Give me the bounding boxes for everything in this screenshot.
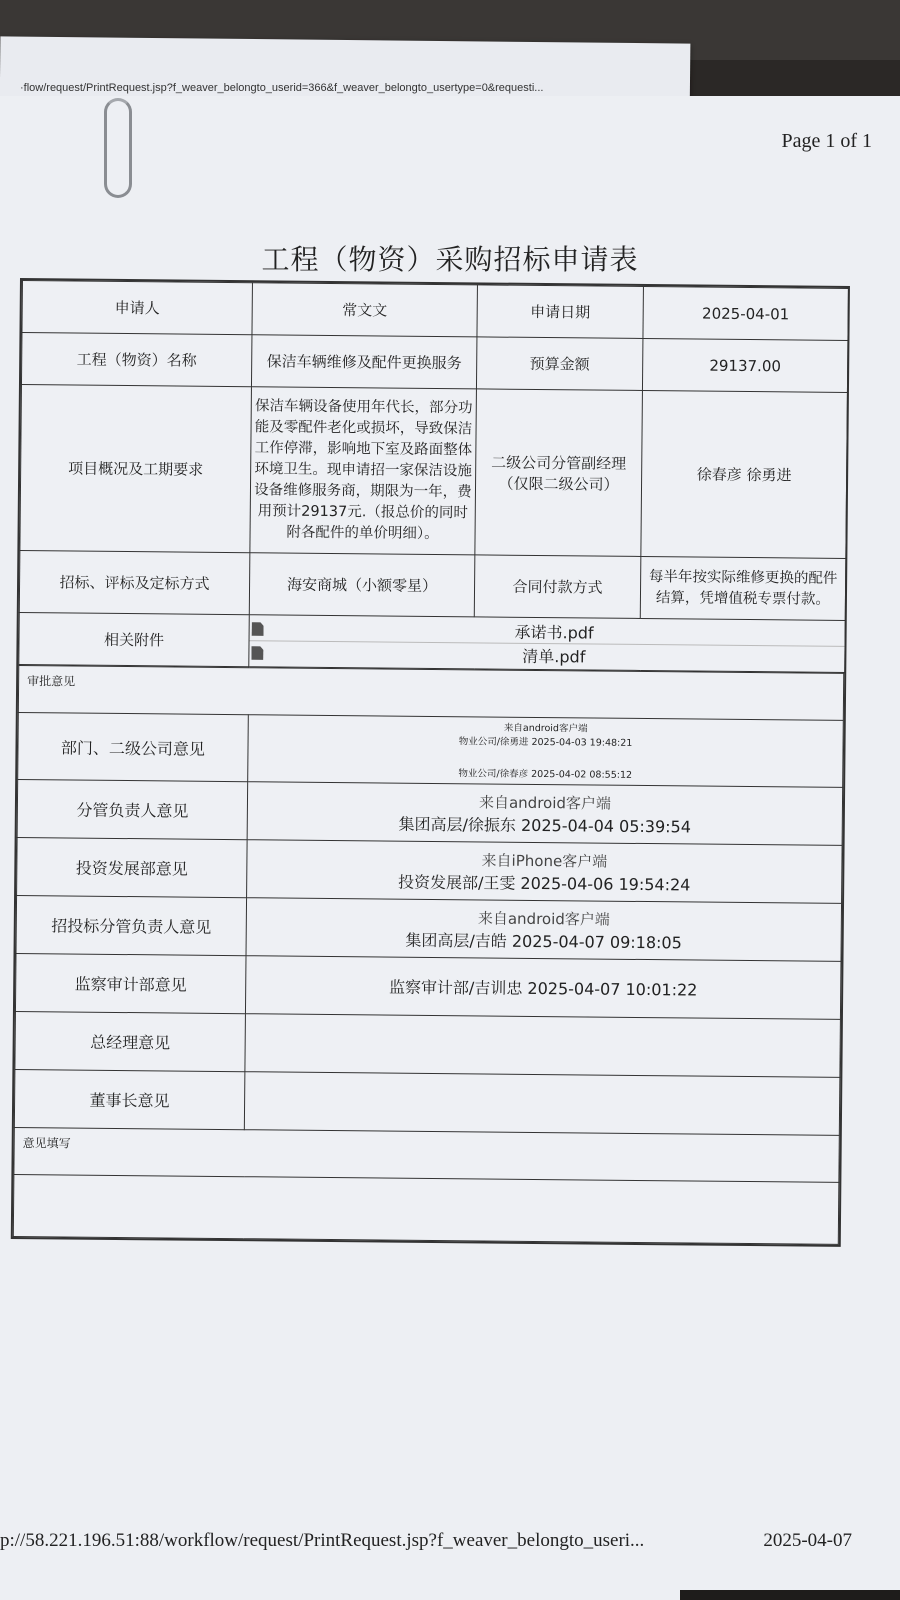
- sub-manager-value: 徐春彦 徐勇进: [641, 390, 848, 558]
- fill-opinion-row: [13, 1174, 839, 1244]
- opinion-signature: 集团高层/吉皓 2025-04-07 09:18:05: [405, 930, 682, 952]
- form-row-overview: [20, 385, 848, 559]
- dept-opinion-sign2: 物业公司/徐春彦 2025-04-02 08:55:12: [458, 768, 633, 781]
- footer-date: 2025-04-07: [763, 1530, 852, 1551]
- opinion-signature: 投资发展部/王雯 2025-04-06 19:54:24: [397, 872, 691, 894]
- opinion-source: 来自android客户端: [477, 908, 610, 929]
- fill-opinion-area[interactable]: [13, 1174, 839, 1244]
- approval-section-header-row: [18, 666, 843, 721]
- opinion-source: 来自android客户端: [478, 792, 612, 813]
- opinion-label: 招投标分管负责人意见: [16, 895, 247, 955]
- opinion-value: [245, 1014, 841, 1078]
- opinion-label: 总经理意见: [15, 1011, 246, 1071]
- apply-date-label: 申请日期: [477, 285, 643, 339]
- applicant-value: 常文文: [252, 283, 477, 337]
- approval-row: [17, 780, 843, 846]
- approval-row: [15, 1011, 841, 1077]
- budget-value: 29137.00: [642, 338, 847, 392]
- attachment-link[interactable]: 清单.pdf: [522, 646, 586, 667]
- opinion-value: [245, 956, 841, 1020]
- background-sheet-url: ·flow/request/PrintRequest.jsp?f_weaver_belongto_userid=366&f_weaver_belongto_usertype=0&requesti...: [20, 82, 544, 94]
- sub-manager-label: 二级公司分管副经理（仅限二级公司）: [475, 389, 643, 557]
- opinion-value: [244, 1072, 840, 1136]
- form-row-bid-method: [19, 551, 846, 621]
- fill-opinion-label: 意见填写: [14, 1127, 839, 1182]
- budget-label: 预算金额: [476, 337, 642, 391]
- bid-method-label: 招标、评标及定标方式: [19, 551, 250, 615]
- paperclip-icon: [104, 98, 132, 198]
- page-number: Page 1 of 1: [781, 130, 872, 152]
- project-name-label: 工程（物资）名称: [21, 333, 251, 387]
- form-row-project: [21, 333, 847, 393]
- opinion-label: 董事长意见: [14, 1069, 245, 1129]
- opinion-signature: 集团高层/徐振东 2025-04-04 05:39:54: [398, 814, 692, 836]
- opinion-label: 监察审计部意见: [15, 953, 246, 1013]
- approval-row: [14, 1069, 840, 1135]
- page-title: 工程（物资）采购招标申请表: [261, 243, 639, 276]
- bid-method-value: 海安商城（小额零星）: [249, 553, 475, 617]
- desk-edge: [680, 1590, 900, 1600]
- approval-row-dept: [18, 713, 844, 788]
- project-name-value: 保洁车辆维修及配件更换服务: [251, 335, 476, 389]
- overview-label: 项目概况及工期要求: [20, 385, 252, 553]
- pdf-file-icon: [251, 646, 263, 660]
- approval-table: [13, 665, 844, 1245]
- approval-section-label: 审批意见: [18, 666, 843, 721]
- opinion-source: 来自iPhone客户端: [481, 850, 608, 871]
- approval-row: [16, 895, 842, 961]
- attachment-item[interactable]: [249, 641, 844, 670]
- opinion-value: [246, 898, 842, 962]
- attachments-label: 相关附件: [19, 613, 249, 667]
- dept-opinion-label: 部门、二级公司意见: [18, 713, 249, 782]
- footer-url: p://58.221.196.51:88/workflow/request/PrintRequest.jsp?f_weaver_belongto_useri...: [0, 1530, 645, 1551]
- attachment-link[interactable]: 承诺书.pdf: [514, 622, 594, 643]
- dept-opinion-value: [248, 715, 844, 788]
- opinion-label: 投资发展部意见: [17, 837, 248, 897]
- form-row-applicant: [22, 281, 848, 341]
- form-table: [18, 280, 849, 673]
- applicant-label: 申请人: [22, 281, 252, 335]
- opinion-signature: 监察审计部/吉训忠 2025-04-07 10:01:22: [388, 977, 698, 1000]
- dept-opinion-sign1: 物业公司/徐勇进 2025-04-03 19:48:21: [458, 736, 633, 749]
- approval-row: [17, 837, 843, 903]
- overview-value: 保洁车辆设备使用年代长，部分功能及零配件老化或损坏，导致保洁工作停滞，影响地下室及路面整体环境卫生。现申请招一家保洁设施设备维修服务商，期限为一年，费用预计29137元.（报总价的同时附各配件的单价明细）。: [250, 387, 477, 555]
- attachments-cell: [249, 615, 845, 673]
- apply-date-value: 2025-04-01: [643, 286, 848, 340]
- opinion-value: [247, 840, 843, 904]
- approval-row: [15, 953, 841, 1019]
- application-form: [11, 278, 850, 1247]
- pdf-file-icon: [252, 622, 264, 636]
- fill-opinion-header-row: [14, 1127, 839, 1182]
- dept-opinion-source: 来自android客户端: [503, 722, 588, 735]
- payment-label: 合同付款方式: [474, 555, 641, 619]
- form-row-attachments: [19, 613, 845, 673]
- opinion-label: 分管负责人意见: [17, 780, 248, 840]
- opinion-value: [247, 782, 843, 846]
- payment-value: 每半年按实际维修更换的配件结算，凭增值税专票付款。: [640, 556, 846, 620]
